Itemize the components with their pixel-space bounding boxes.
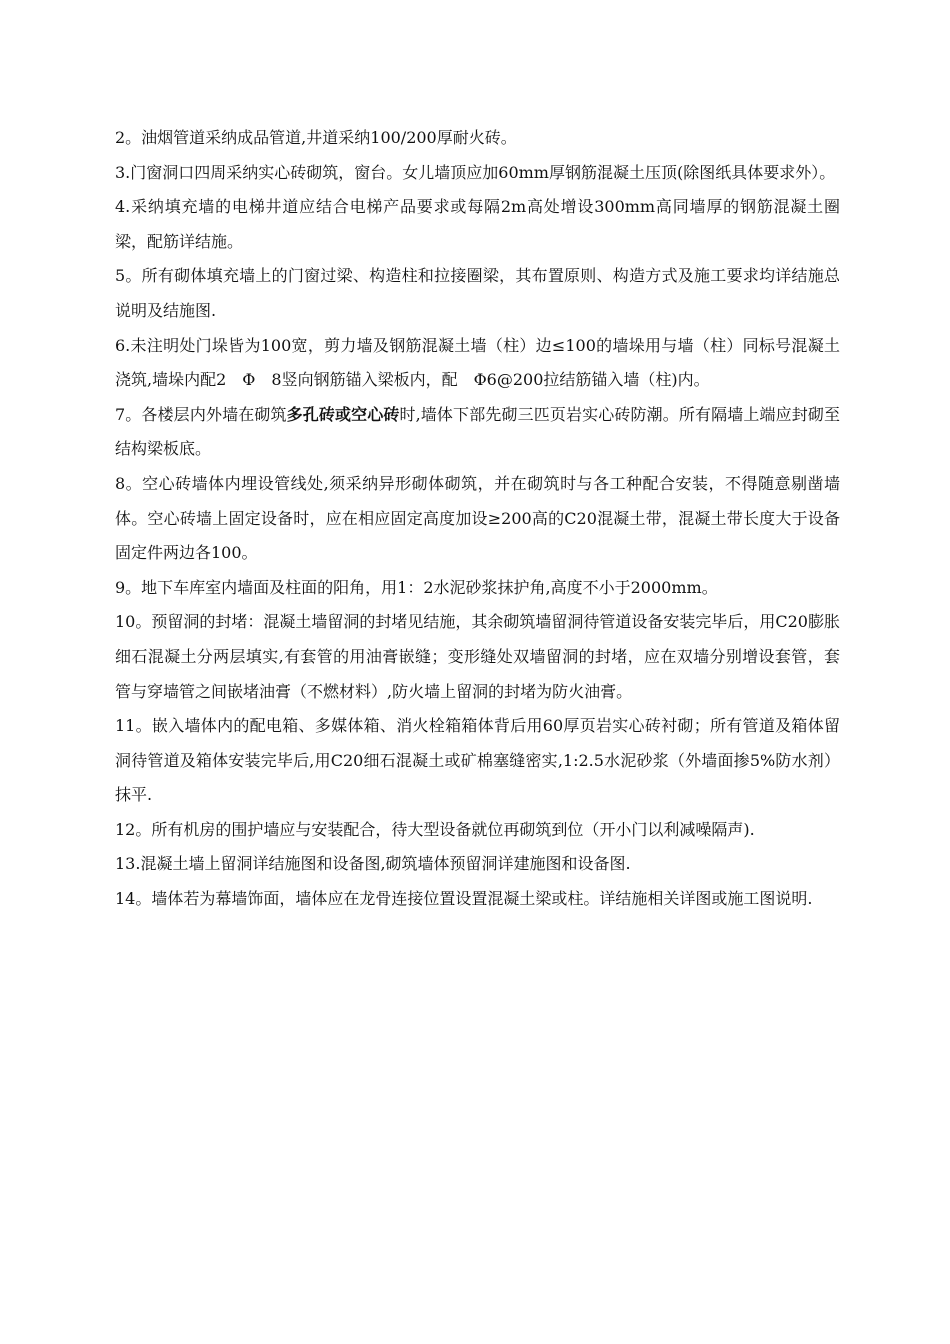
note-item-7 [115,398,840,467]
note-item-10: 10。预留洞的封堵：混凝土墙留洞的封堵见结施，其余砌筑墙留洞待管道设备安装完毕后，用C20膨胀细石混凝土分两层填实,有套管的用油膏嵌缝；变形缝处双墙留洞的封堵，应在双墙分别增设套管，套管与穿墙管之间嵌堵油膏（不燃材料）,防火墙上留洞的封堵为防火油膏。 [115,612,840,701]
note-item-14: 14。墙体若为幕墙饰面，墙体应在龙骨连接位置设置混凝土梁或柱。详结施相关详图或施工图说明. [115,889,813,909]
note-item-8: 8。空心砖墙体内埋设管线处,须采纳异形砌体砌筑，并在砌筑时与各工种配合安装，不得随意剔凿墙体。空心砖墙上固定设备时，应在相应固定高度加设≥200高的C20混凝土带，混凝土带长度大于设备固定件两边各100。 [115,473,840,563]
notes-body [115,121,840,917]
note-item-4: 4.采纳填充墙的电梯井道应结合电梯产品要求或每隔2m高处增设300mm高同墙厚的钢筋混凝土圈梁，配筋详结施。 [115,197,840,251]
note-item-7-lead: 7。各楼层内外墙在砌筑 [115,404,287,424]
note-item-9: 9。地下车库室内墙面及柱面的阳角，用1：2水泥砂浆抹护角,高度不小于2000mm。 [115,577,718,597]
note-item-6: 6.未注明处门垛皆为100宽，剪力墙及钢筋混凝土墙（柱）边≤100的墙垛用与墙（柱）同标号混凝土浇筑,墙垛内配2 Φ 8竖向钢筋锚入梁板内，配 Φ6@200拉结筋锚入墙（柱)内。 [115,335,840,390]
note-item-5: 5。所有砌体填充墙上的门窗过梁、构造柱和拉接圈梁，其布置原则、构造方式及施工要求均详结施总说明及结施图. [115,266,840,320]
note-item-12: 12。所有机房的围护墙应与安装配合，待大型设备就位再砌筑到位（开小门以利减噪隔声). [115,819,755,839]
note-item-13: 13.混凝土墙上留洞详结施图和设备图,砌筑墙体预留洞详建施图和设备图. [115,854,631,874]
note-item-2: 2。油烟管道采纳成品管道,井道采纳100/200厚耐火砖。 [115,128,517,147]
note-item-7-emphasis: 多孔砖或空心砖 [286,404,400,424]
note-item-7-rest: 时,墙体下部先砌三匹页岩实心砖防潮。所有隔墙上端应封砌至结构梁板底。 [115,404,840,459]
note-item-11: 11。嵌入墙体内的配电箱、多媒体箱、消火栓箱箱体背后用60厚页岩实心砖衬砌；所有管道及箱体留洞待管道及箱体安装完毕后,用C20细石混凝土或矿棉塞缝密实,1:2.5水泥砂浆（外墙面掺5%防水剂）抹平. [115,716,840,805]
note-item-3: 3.门窗洞口四周采纳实心砖砌筑，窗台。女儿墙顶应加60mm厚钢筋混凝土压顶(除图纸具体要求外）。 [115,162,836,182]
